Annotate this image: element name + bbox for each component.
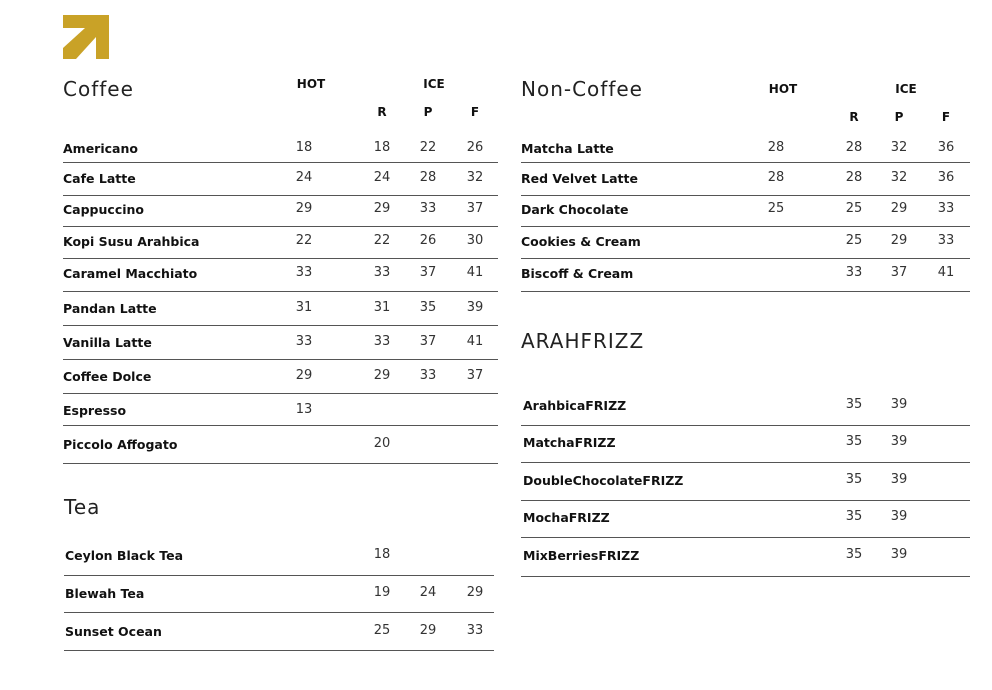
coffee-price-r: 29 <box>373 368 391 383</box>
frizz-row-divider <box>521 537 970 538</box>
frizz-price-a: 35 <box>845 547 863 562</box>
coffee-price-r: 33 <box>373 265 391 280</box>
noncoffee-item-name: Matcha Latte <box>521 141 614 156</box>
coffee-price-r: 18 <box>373 140 391 155</box>
frizz-price-b: 39 <box>890 434 908 449</box>
frizz-item-name: MixBerriesFRIZZ <box>523 548 640 563</box>
coffee-price-f: 30 <box>466 233 484 248</box>
coffee-item-name: Cafe Latte <box>63 171 136 186</box>
coffee-price-p: 26 <box>419 233 437 248</box>
coffee-price-hot: 29 <box>295 201 313 216</box>
coffee-price-r: 33 <box>373 334 391 349</box>
noncoffee-price-r: 33 <box>845 265 863 280</box>
noncoffee-price-f: 33 <box>937 233 955 248</box>
tea-section-title: Tea <box>64 495 101 519</box>
frizz-item-name: MochaFRIZZ <box>523 510 610 525</box>
coffee-item-name: Kopi Susu Arahbica <box>63 234 200 249</box>
frizz-price-a: 35 <box>845 397 863 412</box>
coffee-row-divider <box>63 291 498 292</box>
coffee-row-divider <box>63 463 498 464</box>
noncoffee-f-header: F <box>941 110 951 124</box>
noncoffee-row-divider <box>521 258 970 259</box>
frizz-row-divider <box>521 576 970 577</box>
coffee-price-hot: 33 <box>295 265 313 280</box>
coffee-row-divider <box>63 162 498 163</box>
coffee-price-p: 33 <box>419 201 437 216</box>
coffee-price-p: 22 <box>419 140 437 155</box>
coffee-price-hot: 13 <box>295 402 313 417</box>
coffee-price-hot: 24 <box>295 170 313 185</box>
coffee-row-divider <box>63 425 498 426</box>
noncoffee-price-f: 36 <box>937 170 955 185</box>
noncoffee-hot-header: HOT <box>768 82 798 96</box>
coffee-price-f: 32 <box>466 170 484 185</box>
coffee-price-f: 37 <box>466 201 484 216</box>
noncoffee-price-hot: 28 <box>767 170 785 185</box>
coffee-p-header: P <box>423 105 433 119</box>
coffee-row-divider <box>63 195 498 196</box>
coffee-r-header: R <box>377 105 387 119</box>
coffee-row-divider <box>63 393 498 394</box>
coffee-row-divider <box>63 359 498 360</box>
coffee-row-divider <box>63 325 498 326</box>
noncoffee-price-f: 33 <box>937 201 955 216</box>
tea-row-divider <box>64 650 494 651</box>
frizz-section-title: ARAHFRIZZ <box>521 329 645 353</box>
coffee-price-p: 28 <box>419 170 437 185</box>
coffee-price-r: 31 <box>373 300 391 315</box>
frizz-row-divider <box>521 500 970 501</box>
noncoffee-item-name: Red Velvet Latte <box>521 171 638 186</box>
noncoffee-price-r: 28 <box>845 140 863 155</box>
coffee-price-p: 37 <box>419 334 437 349</box>
frizz-price-b: 39 <box>890 397 908 412</box>
coffee-item-name: Pandan Latte <box>63 301 157 316</box>
tea-price-p: 24 <box>419 585 437 600</box>
coffee-price-hot: 31 <box>295 300 313 315</box>
tea-item-name: Sunset Ocean <box>65 624 162 639</box>
noncoffee-price-p: 32 <box>890 170 908 185</box>
tea-row-divider <box>64 612 494 613</box>
frizz-price-b: 39 <box>890 509 908 524</box>
noncoffee-price-r: 28 <box>845 170 863 185</box>
coffee-item-name: Caramel Macchiato <box>63 266 198 281</box>
noncoffee-price-p: 37 <box>890 265 908 280</box>
noncoffee-r-header: R <box>849 110 859 124</box>
noncoffee-row-divider <box>521 291 970 292</box>
noncoffee-section-title: Non-Coffee <box>521 77 643 101</box>
coffee-price-hot: 29 <box>295 368 313 383</box>
coffee-price-f: 26 <box>466 140 484 155</box>
coffee-ice-header: ICE <box>423 77 445 91</box>
coffee-item-name: Espresso <box>63 403 127 418</box>
frizz-row-divider <box>521 462 970 463</box>
coffee-f-header: F <box>470 105 480 119</box>
coffee-price-r: 20 <box>373 436 391 451</box>
coffee-price-p: 37 <box>419 265 437 280</box>
noncoffee-price-f: 36 <box>937 140 955 155</box>
coffee-item-name: Piccolo Affogato <box>63 437 178 452</box>
noncoffee-item-name: Biscoff & Cream <box>521 266 634 281</box>
frizz-price-b: 39 <box>890 547 908 562</box>
frizz-price-a: 35 <box>845 472 863 487</box>
frizz-price-b: 39 <box>890 472 908 487</box>
tea-item-name: Blewah Tea <box>65 586 145 601</box>
noncoffee-item-name: Dark Chocolate <box>521 202 629 217</box>
noncoffee-p-header: P <box>894 110 904 124</box>
frizz-item-name: MatchaFRIZZ <box>523 435 616 450</box>
noncoffee-price-p: 32 <box>890 140 908 155</box>
coffee-price-f: 41 <box>466 334 484 349</box>
frizz-item-name: ArahbicaFRIZZ <box>523 398 627 413</box>
coffee-price-hot: 22 <box>295 233 313 248</box>
frizz-item-name: DoubleChocolateFRIZZ <box>523 473 684 488</box>
coffee-row-divider <box>63 226 498 227</box>
coffee-price-r: 29 <box>373 201 391 216</box>
coffee-item-name: Vanilla Latte <box>63 335 152 350</box>
tea-price-r: 19 <box>373 585 391 600</box>
coffee-price-f: 37 <box>466 368 484 383</box>
arrow-logo-icon <box>63 15 109 59</box>
noncoffee-row-divider <box>521 195 970 196</box>
tea-row-divider <box>64 575 494 576</box>
coffee-price-f: 41 <box>466 265 484 280</box>
coffee-price-r: 22 <box>373 233 391 248</box>
tea-price-r: 25 <box>373 623 391 638</box>
coffee-price-p: 33 <box>419 368 437 383</box>
coffee-item-name: Coffee Dolce <box>63 369 152 384</box>
noncoffee-price-hot: 25 <box>767 201 785 216</box>
noncoffee-price-p: 29 <box>890 201 908 216</box>
coffee-price-hot: 33 <box>295 334 313 349</box>
frizz-price-a: 35 <box>845 434 863 449</box>
noncoffee-item-name: Cookies & Cream <box>521 234 641 249</box>
tea-price-p: 29 <box>419 623 437 638</box>
coffee-hot-header: HOT <box>296 77 326 91</box>
tea-price-f: 33 <box>466 623 484 638</box>
coffee-row-divider <box>63 258 498 259</box>
coffee-price-r: 24 <box>373 170 391 185</box>
noncoffee-row-divider <box>521 162 970 163</box>
frizz-price-a: 35 <box>845 509 863 524</box>
tea-price-r: 18 <box>373 547 391 562</box>
frizz-row-divider <box>521 425 970 426</box>
coffee-price-hot: 18 <box>295 140 313 155</box>
tea-price-f: 29 <box>466 585 484 600</box>
coffee-item-name: Cappuccino <box>63 202 144 217</box>
noncoffee-price-r: 25 <box>845 233 863 248</box>
coffee-section-title: Coffee <box>63 77 134 101</box>
tea-item-name: Ceylon Black Tea <box>65 548 184 563</box>
noncoffee-price-hot: 28 <box>767 140 785 155</box>
noncoffee-price-p: 29 <box>890 233 908 248</box>
coffee-item-name: Americano <box>63 141 138 156</box>
noncoffee-price-f: 41 <box>937 265 955 280</box>
noncoffee-ice-header: ICE <box>895 82 917 96</box>
noncoffee-price-r: 25 <box>845 201 863 216</box>
coffee-price-f: 39 <box>466 300 484 315</box>
noncoffee-row-divider <box>521 226 970 227</box>
coffee-price-p: 35 <box>419 300 437 315</box>
